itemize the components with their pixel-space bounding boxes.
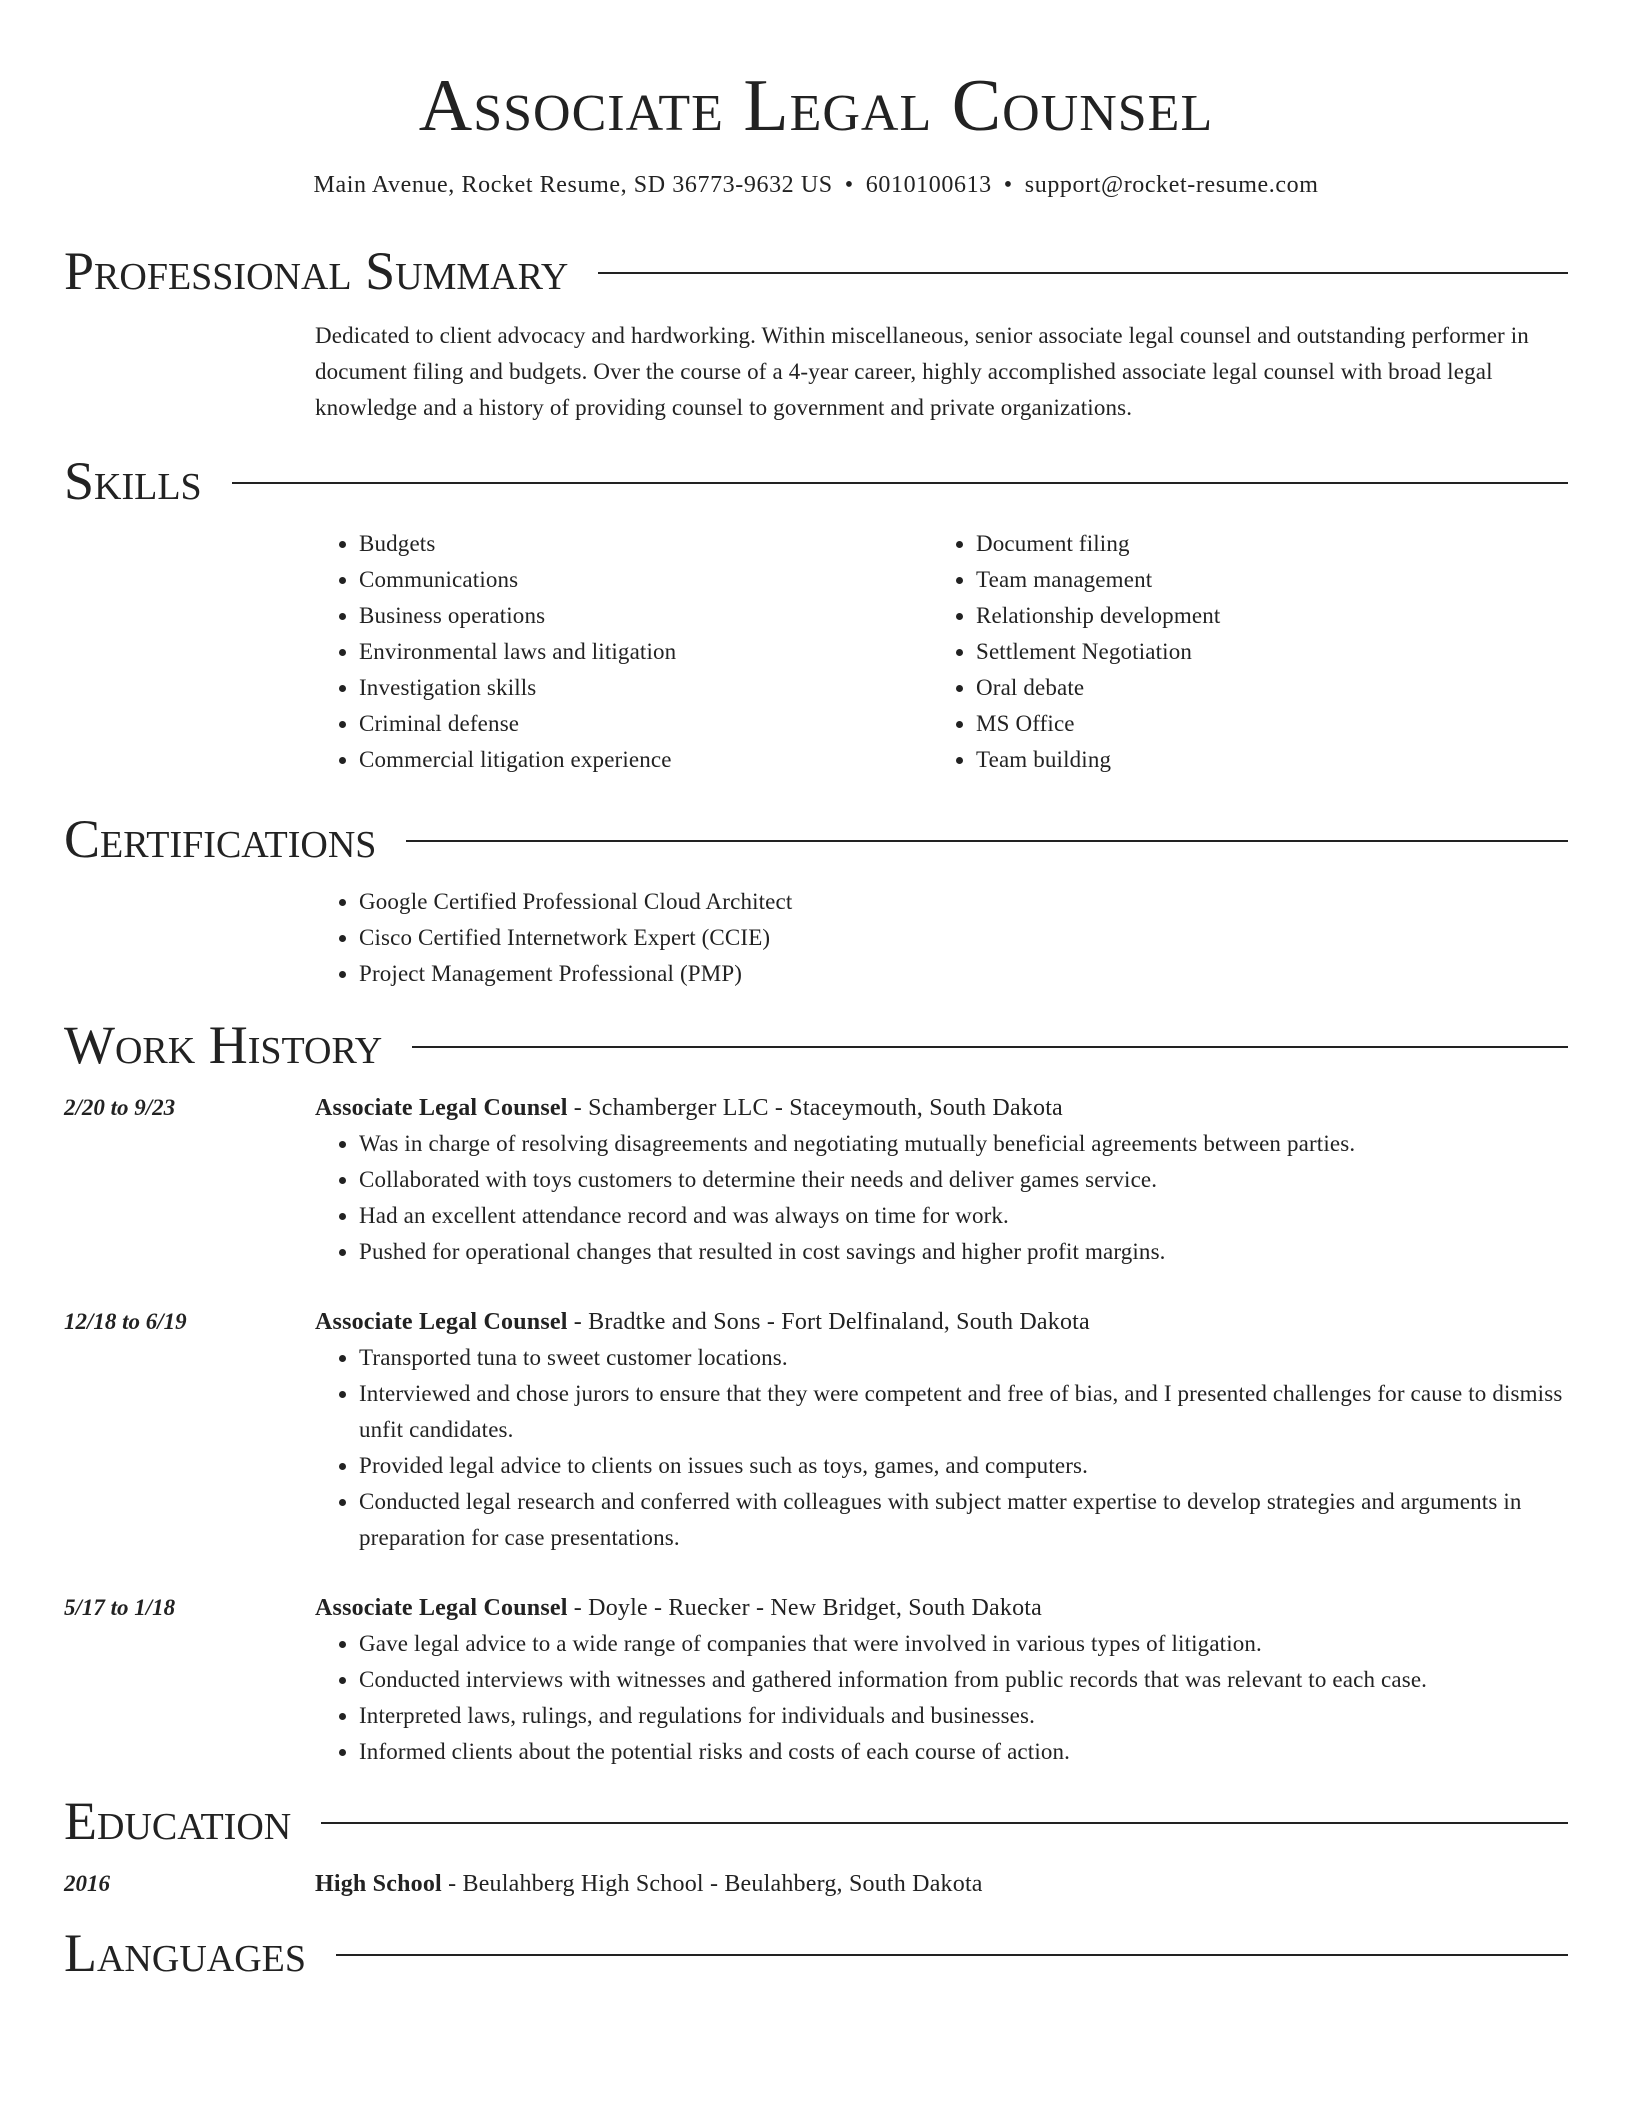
skills-column-left (315, 526, 932, 778)
job-bullet: • Informed clients about the potential risks and costs of each course of action. (359, 1734, 1568, 1770)
section-divider (336, 1954, 1568, 1956)
job-bullet: • Had an excellent attendance record and was always on time for work. (359, 1198, 1568, 1234)
job-entry (64, 1590, 1568, 1770)
job-bullet: • Was in charge of resolving disagreements and negotiating mutually beneficial agreements between parties. (359, 1126, 1568, 1162)
job-bullet: • Provided legal advice to clients on issues such as toys, games, and computers. (359, 1448, 1568, 1484)
education-year: 2016 (64, 1871, 110, 1896)
languages-title: Languages (64, 1923, 306, 1983)
certification-item: • Google Certified Professional Cloud Architect (359, 884, 1568, 920)
job-dates: 5/17 to 1/18 (64, 1595, 176, 1620)
skill-item: • Communications (359, 562, 932, 598)
job-bullet: • Conducted interviews with witnesses and gathered information from public records that was relevant to each case. (359, 1662, 1568, 1698)
skill-item: • Criminal defense (359, 706, 932, 742)
skill-item: • Environmental laws and litigation (359, 634, 932, 670)
section-divider (232, 482, 1568, 484)
job-employer: - Schamberger LLC - Staceymouth, South Dakota (567, 1095, 1063, 1121)
skill-item: • Oral debate (976, 670, 1549, 706)
skill-item: • MS Office (976, 706, 1549, 742)
job-dates: 12/18 to 6/19 (64, 1309, 187, 1334)
education-title: Education (64, 1791, 292, 1851)
job-bullet: • Interviewed and chose jurors to ensure that they were competent and free of bias, and I presented challenges for cause to dismiss unfit candidates. (359, 1376, 1568, 1448)
candidate-name: Associate Legal Counsel (418, 65, 1214, 147)
skill-item: • Budgets (359, 526, 932, 562)
section-divider (598, 272, 1568, 274)
certification-item: • Cisco Certified Internetwork Expert (CCIE) (359, 920, 1568, 956)
job-title-line (315, 1304, 1568, 1340)
certifications-list (315, 884, 1568, 992)
job-employer: - Bradtke and Sons - Fort Delfinaland, South Dakota (567, 1309, 1090, 1335)
job-bullet: • Transported tuna to sweet customer locations. (359, 1340, 1568, 1376)
job-entry (64, 1304, 1568, 1556)
job-title-line (315, 1590, 1568, 1626)
skill-item: • Investigation skills (359, 670, 932, 706)
skill-item: • Team management (976, 562, 1549, 598)
skill-item: • Team building (976, 742, 1549, 778)
contact-address: Main Avenue, Rocket Resume, SD 36773-9632 US (313, 172, 833, 198)
certifications-section-header (64, 808, 1568, 870)
work-title: Work History (64, 1015, 383, 1075)
skills-list (315, 526, 1568, 778)
job-bullet: • Gave legal advice to a wide range of companies that were involved in various types of litigation. (359, 1626, 1568, 1662)
section-divider (406, 840, 1568, 842)
summary-text: Dedicated to client advocacy and hardworking. Within miscellaneous, senior associate legal counsel and outstanding performer in document filing and budgets. Over the course of a 4-year career, highly accomplished associate legal counsel with broad legal knowledge and a history of providing counsel to government and private organizations. (315, 323, 1529, 420)
job-role: Associate Legal Counsel (315, 1095, 568, 1121)
job-bullet: • Interpreted laws, rulings, and regulations for individuals and businesses. (359, 1698, 1568, 1734)
education-entry (64, 1866, 1568, 1902)
skill-item: • Commercial litigation experience (359, 742, 932, 778)
education-school: - Beulahberg High School - Beulahberg, South Dakota (441, 1871, 983, 1897)
skills-title: Skills (64, 451, 202, 511)
section-divider (412, 1046, 1568, 1048)
contact-email: support@rocket-resume.com (1024, 172, 1319, 198)
job-bullets (315, 1340, 1568, 1556)
job-bullets (315, 1626, 1568, 1770)
education-body (315, 1866, 1568, 1902)
skills-column-right (932, 526, 1549, 778)
education-degree: High School (315, 1871, 442, 1897)
job-bullet: • Conducted legal research and conferred with colleagues with subject matter expertise to develop strategies and arguments in preparation for case presentations. (359, 1484, 1568, 1556)
job-body (315, 1304, 1568, 1556)
job-role: Associate Legal Counsel (315, 1595, 568, 1621)
resume-page (64, 0, 1568, 1984)
job-bullets (315, 1126, 1568, 1270)
education-section-header (64, 1790, 1568, 1852)
education-line (315, 1866, 1568, 1902)
contact-line (64, 170, 1568, 200)
certification-item: • Project Management Professional (PMP) (359, 956, 1568, 992)
skill-item: • Relationship development (976, 598, 1549, 634)
skill-item: • Business operations (359, 598, 932, 634)
section-divider (321, 1822, 1568, 1824)
job-bullet: • Pushed for operational changes that resulted in cost savings and higher profit margins. (359, 1234, 1568, 1270)
job-role: Associate Legal Counsel (315, 1309, 568, 1335)
job-employer: - Doyle - Ruecker - New Bridget, South Dakota (567, 1595, 1043, 1621)
languages-section-header (64, 1922, 1568, 1984)
job-entry (64, 1090, 1568, 1270)
summary-title: Professional Summary (64, 241, 569, 301)
job-body (315, 1090, 1568, 1270)
skill-item: • Settlement Negotiation (976, 634, 1549, 670)
skill-item: • Document filing (976, 526, 1549, 562)
work-section-header (64, 1014, 1568, 1076)
skills-section-header (64, 450, 1568, 512)
job-title-line (315, 1090, 1568, 1126)
contact-separator: • (1003, 172, 1013, 198)
job-dates: 2/20 to 9/23 (64, 1095, 176, 1120)
certifications-title: Certifications (64, 809, 377, 869)
contact-separator: • (844, 172, 854, 198)
summary-section-header (64, 240, 1568, 302)
job-body (315, 1590, 1568, 1770)
contact-phone: 6010100613 (865, 172, 992, 198)
job-bullet: • Collaborated with toys customers to determine their needs and deliver games service. (359, 1162, 1568, 1198)
